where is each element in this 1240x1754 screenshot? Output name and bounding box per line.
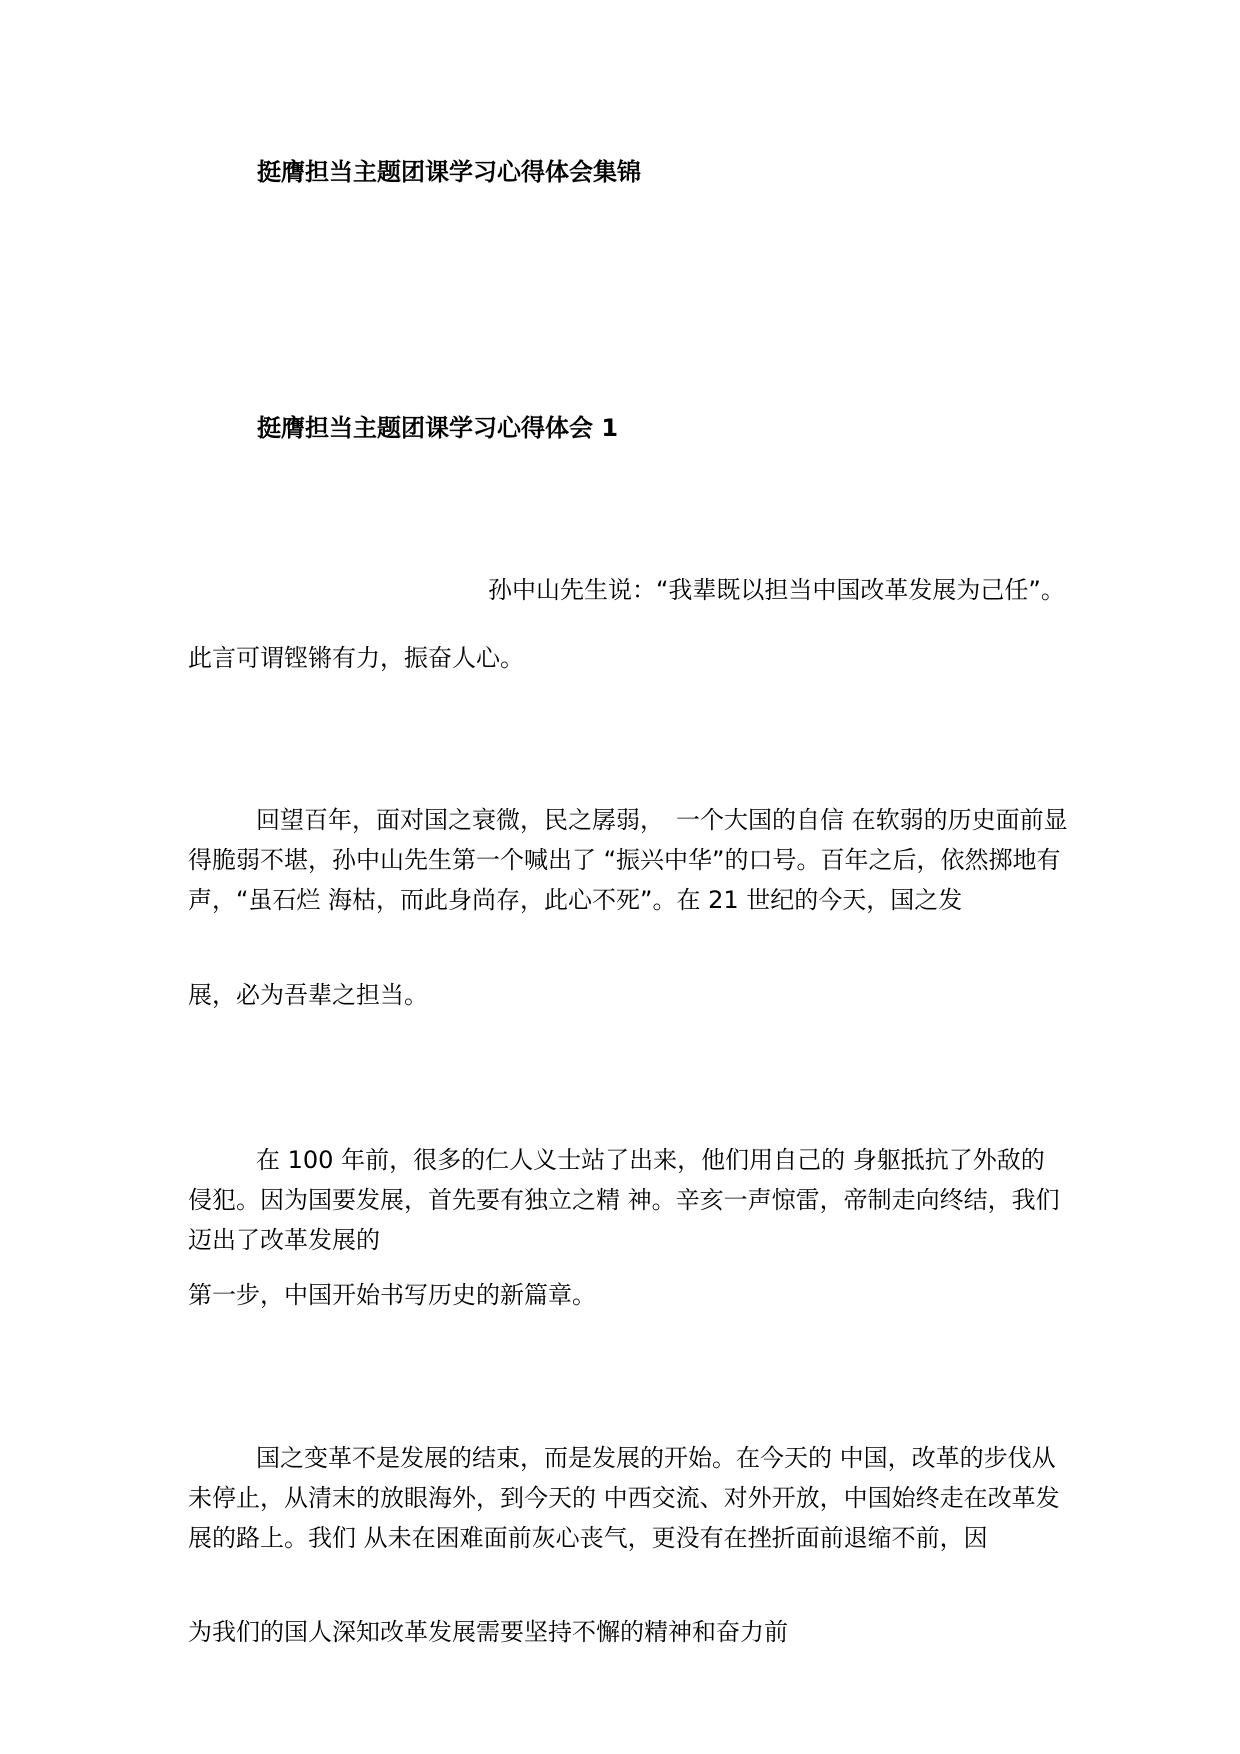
quote-follow-line: 此言可谓铿锵有力，振奋人心。 <box>188 644 524 672</box>
paragraph-3: 在 100 年前，很多的仁人义士站了出来，他们用自己的 身躯抵抗了外敌的侵犯。因为国要发展，首先要有独立之精 神。辛亥一声惊雷，帝制走向终结，我们迈出了改革发展的 <box>188 1146 1060 1254</box>
paragraph-3-tail: 第一步，中国开始书写历史的新篇章。 <box>188 1281 596 1309</box>
paragraph-4: 国之变革不是发展的结束，而是发展的开始。在今天的 中国，改革的步伐从未停止，从清末的放眼海外，到今天的 中西交流、对外开放，中国始终走在改革发展的路上。我们 从未在困难面前灰心丧气，更没有在挫折面前退缩不前，因 <box>188 1444 1060 1552</box>
section-title: 挺膺担当主题团课学习心得体会 1 <box>257 414 619 442</box>
document-title: 挺膺担当主题团课学习心得体会集锦 <box>257 158 641 186</box>
paragraph-2-tail: 展，必为吾辈之担当。 <box>188 981 428 1009</box>
paragraph-2: 回望百年，面对国之衰微，民之孱弱， 一个大国的自信 在软弱的历史面前显得脆弱不堪，孙中山先生第一个喊出了 “振兴中华”的口号。百年之后，依然掷地有声，“虽石烂 海枯，而此身尚存，此心不死”。在 21 世纪的今天，国之发 <box>188 806 1068 914</box>
paragraph-4-tail: 为我们的国人深知改革发展需要坚持不懈的精神和奋力前 <box>188 1618 788 1646</box>
quote-line: 孙中山先生说：“我辈既以担当中国改革发展为己任”。 <box>488 576 1065 604</box>
